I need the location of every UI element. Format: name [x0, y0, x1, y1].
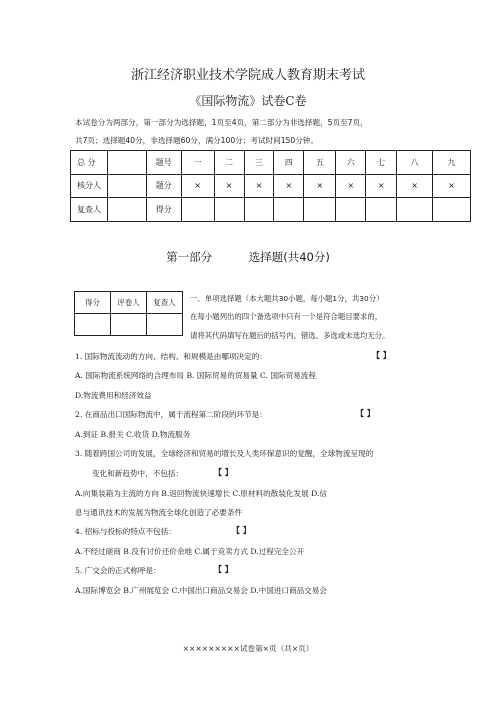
answer-bracket-1[interactable]: 【 】	[372, 351, 391, 360]
page-footer: ×××××××××试卷第×页（共×页）	[182, 644, 314, 653]
section-heading: 一、单项选择题（本大题共30小题，每小题1分，共30分）	[190, 294, 384, 303]
cell[interactable]	[107, 151, 146, 175]
cell[interactable]	[304, 198, 336, 222]
cell: 五	[304, 151, 336, 175]
question-4-stem: 4. 招标与投标的特点不包括：	[75, 527, 176, 536]
cell: 六	[336, 151, 366, 175]
question-1-stem: 1. 国际物流流动的方向、结构、和规模是由哪项决定的：	[75, 352, 267, 361]
cell[interactable]	[366, 198, 397, 222]
question-3-options-2: 息与通讯技术的发展为物流全球化创造了必要条件	[75, 508, 243, 517]
score-row-total	[71, 151, 471, 175]
question-5-stem: 5. 广交会的正式称呼是：	[75, 566, 161, 575]
section-instruction-2: 请将其代码填写在题后的括号内。错选、多选或未选均无分。	[190, 331, 390, 340]
grader-header-score: 得分	[75, 292, 111, 314]
cell[interactable]	[274, 198, 304, 222]
cell[interactable]	[181, 198, 214, 222]
cell: 八	[397, 151, 433, 175]
cell: ×	[274, 174, 304, 198]
intro-line-2: 共7页；选择题40分，非选择题60分，满分100分；考试时间150分钟。	[75, 136, 318, 145]
section-instruction-1: 在每小题列出的四个备选项中只有一个是符合题目要求的，	[190, 312, 383, 321]
answer-bracket-2[interactable]: 【 】	[356, 409, 375, 418]
cell: ×	[433, 174, 471, 198]
cell[interactable]	[336, 198, 366, 222]
question-5-options: A.国际博览会 B.广州展览会 C.中国出口商品交易会 D.中国进口商品交易会	[75, 586, 327, 595]
answer-bracket-3[interactable]: 【 】	[214, 468, 233, 477]
question-1-options: A. 国际物流系统网络的合理布局 B. 国际贸易的贸易量 C. 国际贸易流程	[75, 371, 316, 380]
cell: 七	[366, 151, 397, 175]
answer-bracket-5[interactable]: 【 】	[214, 565, 233, 574]
cell[interactable]	[107, 174, 146, 198]
intro-line-1: 本试卷分为两部分，第一部分为选择题，1页至4页，第二部分为非选择题，5页至7页，	[75, 118, 368, 127]
cell: 一	[181, 151, 214, 175]
cell: 二	[214, 151, 244, 175]
cell[interactable]	[214, 198, 244, 222]
answer-bracket-4[interactable]: 【 】	[232, 526, 251, 535]
grader-header-grader: 评卷人	[111, 292, 147, 314]
question-2-options: A.到证 B.报关 C.收货 D.物流服务	[75, 430, 191, 439]
score-table	[70, 150, 471, 222]
grader-header-reviewer: 复查人	[147, 292, 183, 314]
cell: ×	[304, 174, 336, 198]
exam-subtitle: 《国际物流》试卷C卷	[189, 94, 307, 108]
cell: 核分人	[71, 174, 108, 198]
question-1-options-2: D.物流费用和经济效益	[75, 391, 152, 400]
cell: 三	[244, 151, 274, 175]
cell[interactable]	[397, 198, 433, 222]
cell: 九	[433, 151, 471, 175]
cell[interactable]	[244, 198, 274, 222]
question-4-options: A.不经过磋商 B.没有讨价还价余地 C.属于竞卖方式 D.过程完全公开	[75, 547, 305, 556]
reviewer-name-cell[interactable]	[147, 314, 183, 336]
cell: 总 分	[71, 151, 108, 175]
cell: ×	[181, 174, 214, 198]
cell: 题分	[146, 174, 181, 198]
score-row-reviewer	[71, 198, 471, 222]
grader-table	[74, 291, 183, 336]
question-3-stem: 3. 随着跨国公司的发展，全球经济和贸易的增长及人类环保意识的觉醒，全球物流呈现的	[75, 449, 374, 458]
cell[interactable]	[433, 198, 471, 222]
grader-name-cell[interactable]	[111, 314, 147, 336]
question-3-stem-2: 变化和新趋势中，不包括：	[92, 469, 184, 478]
part-heading: 第一部分 选择题(共40分)	[166, 250, 330, 264]
cell: ×	[397, 174, 433, 198]
score-row-checker	[71, 174, 471, 198]
question-2-stem: 2. 在商品出口国际物流中，属于流程第二阶段的环节是：	[75, 410, 267, 419]
cell: 复查人	[71, 198, 108, 222]
cell: 题号	[146, 151, 181, 175]
cell: 四	[274, 151, 304, 175]
cell: ×	[366, 174, 397, 198]
exam-title: 浙江经济职业技术学院成人教育期末考试	[130, 68, 365, 83]
grader-score-cell[interactable]	[75, 314, 111, 336]
cell[interactable]	[107, 198, 146, 222]
cell: ×	[214, 174, 244, 198]
cell: ×	[244, 174, 274, 198]
cell: ×	[336, 174, 366, 198]
cell: 得分	[146, 198, 181, 222]
question-3-options: A.向集装箱为主流的方向 B.返回物流快速增长 C.原材料的散装化发展 D.信	[75, 489, 327, 498]
